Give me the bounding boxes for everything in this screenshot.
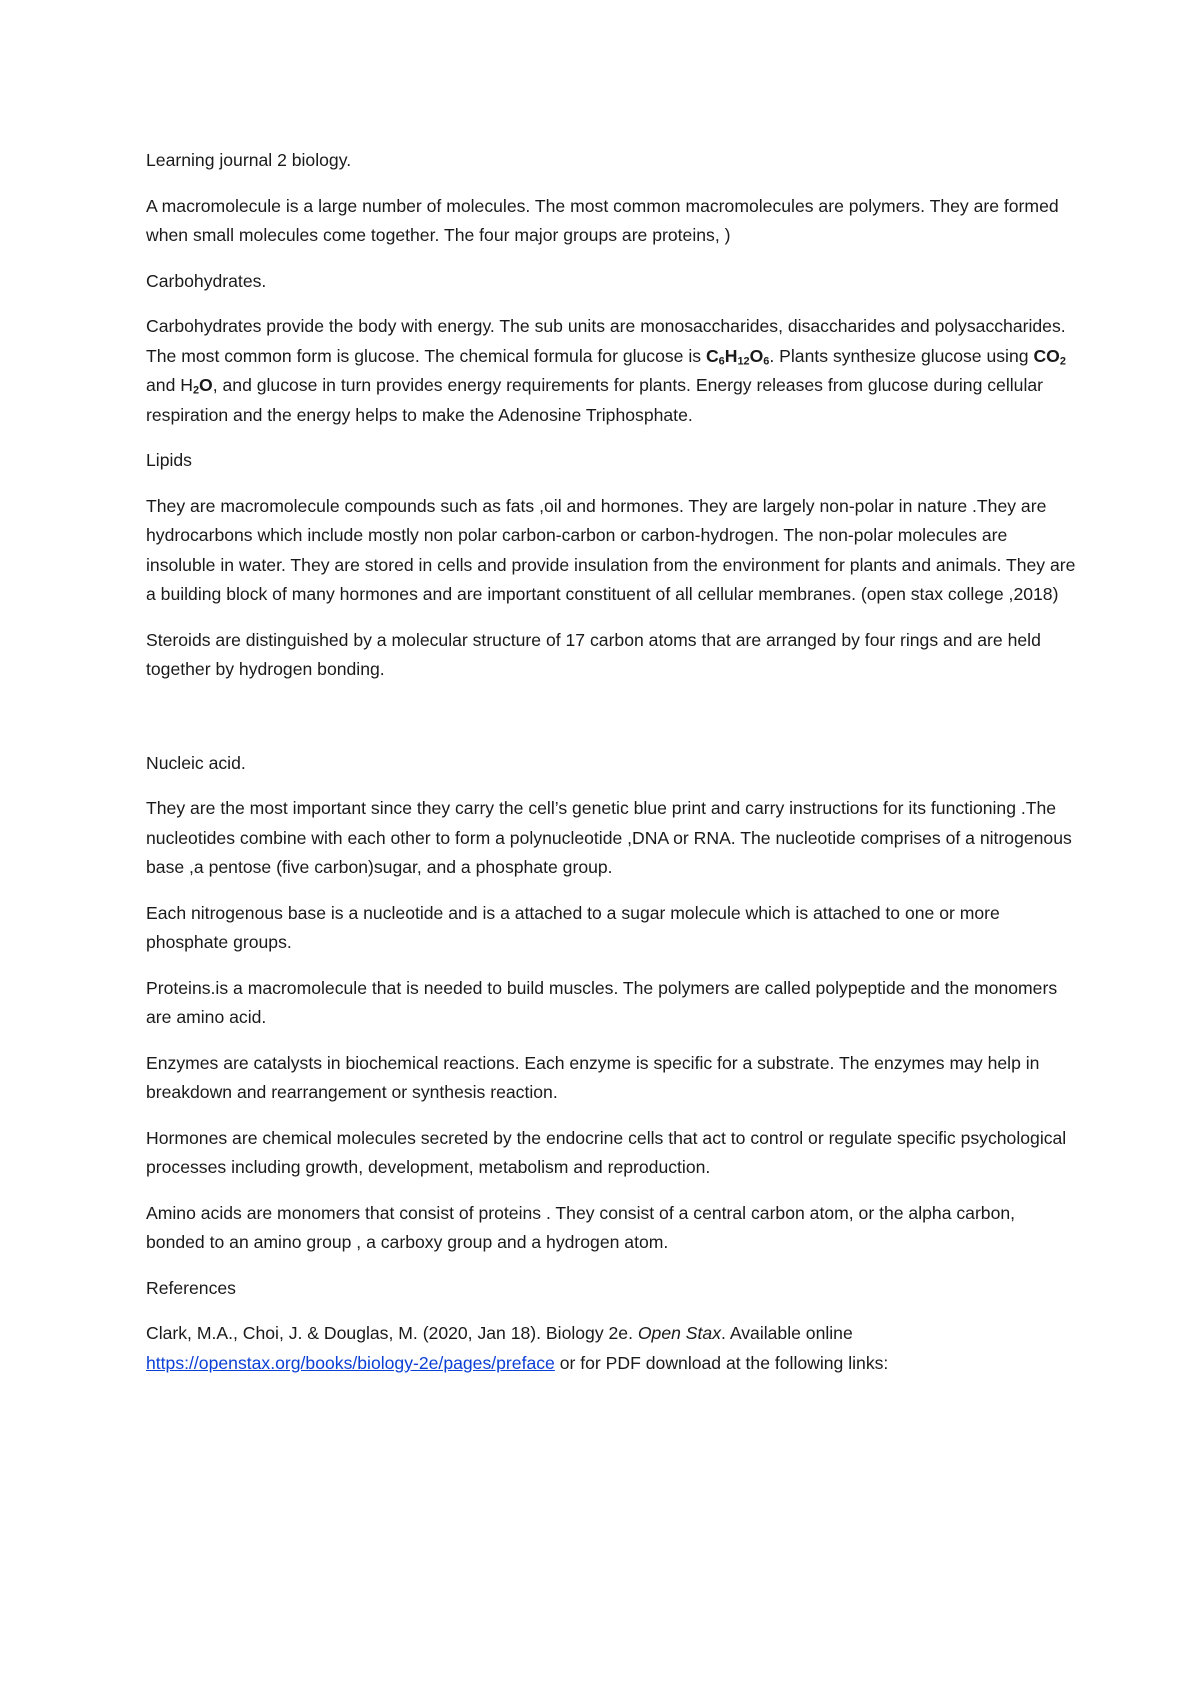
formula-o: O [749, 345, 764, 366]
formula-h-sub: 12 [737, 354, 750, 367]
glucose-formula [706, 346, 769, 366]
formula-c: C [705, 345, 719, 366]
carbohydrates-heading: Carbohydrates. [146, 270, 267, 291]
h2o-sub: 2 [192, 384, 200, 397]
document-title: Learning journal 2 biology. [146, 150, 352, 170]
carbohydrates-text-3: and H [146, 375, 193, 395]
formula-h: H [724, 345, 738, 366]
nucleic-paragraph-2: Each nitrogenous base is a nucleotide and is a attached to a sugar molecule which is attached to one or more phosphate groups. [146, 902, 1000, 952]
references-heading: References [146, 1277, 236, 1298]
citation-text-1: Clark, M.A., Choi, J. & Douglas, M. (2020, Jan 18). Biology 2e. [146, 1323, 638, 1343]
section-spacer [146, 701, 1076, 749]
citation-journal: Open Stax [637, 1323, 722, 1343]
document-body [146, 146, 1076, 1394]
nucleic-heading: Nucleic acid. [146, 752, 246, 773]
citation-text-2: . Available online [721, 1323, 853, 1343]
co2-text: CO [1033, 345, 1060, 366]
nucleic-paragraph-1: They are the most important since they carry the cell’s genetic blue print and carry instructions for its functioning .The nucleotides combine with each other to form a polynucleotide ,DNA or RNA. The nucleotide comprises of a nitrogenous base ,a pentose (five carbon)sugar, and a phosphate group. [146, 798, 1072, 877]
reference-citation [146, 1319, 1076, 1378]
co2-formula [1033, 346, 1065, 366]
hormones-paragraph: Hormones are chemical molecules secreted by the endocrine cells that act to control or regulate specific psychological processes including growth, development, metabolism and reproduction. [146, 1127, 1067, 1177]
intro-paragraph: A macromolecule is a large number of molecules. The most common macromolecules are polymers. They are formed when small molecules come together. The four major groups are proteins, ) [146, 195, 1059, 245]
lipids-heading: Lipids [146, 450, 192, 470]
h2o-o: O [199, 375, 213, 395]
carbohydrates-text-2: . Plants synthesize glucose using [769, 345, 1034, 366]
carbohydrates-text-4: , and glucose in turn provides energy requirements for plants. Energy releases from glucose during cellular respiration and the energy helps to make the Adenosine Triphosphate. [146, 375, 1043, 425]
proteins-paragraph: Proteins.is a macromolecule that is needed to build muscles. The polymers are called polypeptide and the monomers are amino acid. [146, 977, 1058, 1027]
co2-sub: 2 [1059, 354, 1066, 367]
carbohydrates-text-1: Carbohydrates provide the body with energy. The sub units are monosaccharides, disaccharides and polysaccharides. The most common form is glucose. The chemical formula for glucose is [146, 316, 1066, 366]
steroids-paragraph: Steroids are distinguished by a molecular structure of 17 carbon atoms that are arranged by four rings and are held together by hydrogen bonding. [146, 629, 1041, 679]
enzymes-paragraph: Enzymes are catalysts in biochemical reactions. Each enzyme is specific for a substrate. The enzymes may help in breakdown and rearrangement or synthesis reaction. [146, 1052, 1040, 1102]
formula-o-sub: 6 [763, 354, 770, 367]
openstax-link[interactable]: https://openstax.org/books/biology-2e/pages/preface [146, 1352, 555, 1373]
carbohydrates-paragraph [146, 312, 1076, 430]
citation-text-3: or for PDF download at the following links: [554, 1352, 889, 1373]
amino-acids-paragraph: Amino acids are monomers that consist of proteins . They consist of a central carbon atom, or the alpha carbon, bonded to an amino group , a carboxy group and a hydrogen atom. [146, 1202, 1016, 1252]
lipids-paragraph: They are macromolecule compounds such as fats ,oil and hormones. They are largely non-polar in nature .They are hydrocarbons which include mostly non polar carbon-carbon or carbon-hydrogen. The non-polar molecules are insoluble in water. They are stored in cells and provide insulation from the environment for plants and animals. They are a building block of many hormones and are important constituent of all cellular membranes. (open stax college ,2018) [146, 495, 1076, 604]
formula-c-sub: 6 [718, 354, 725, 367]
